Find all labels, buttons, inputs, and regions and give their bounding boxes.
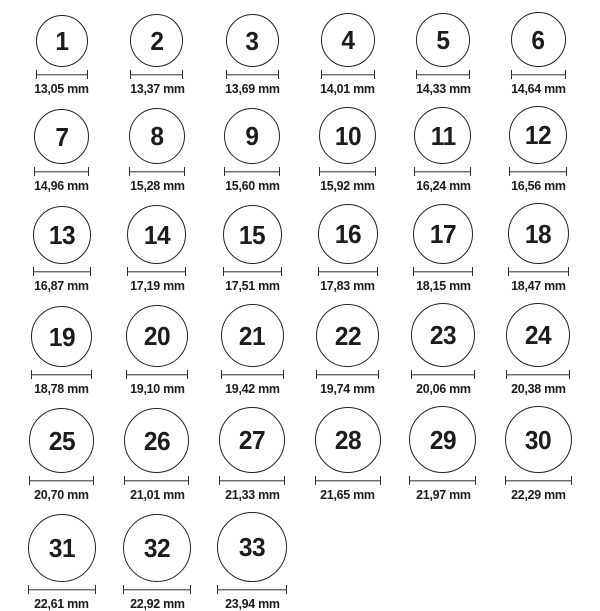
ring-size-item: [129, 108, 186, 193]
ring-size-number: 11: [430, 120, 456, 151]
diameter-label: 15,92 mm: [320, 178, 375, 193]
ring-size-item: [124, 408, 189, 502]
ring-size-item: [506, 303, 570, 396]
diameter-dimension-line: [221, 370, 284, 379]
ring-size-number: 3: [245, 25, 259, 56]
ring-circle: [505, 406, 572, 473]
ring-size-item: [33, 206, 91, 293]
diameter-label: 21,33 mm: [225, 487, 280, 502]
diameter-label: 15,28 mm: [129, 178, 185, 193]
diameter-label: 19,74 mm: [320, 381, 375, 396]
diameter-dimension-line: [413, 267, 473, 276]
diameter-label: 17,19 mm: [129, 278, 185, 293]
diameter-label: 14,64 mm: [511, 81, 566, 96]
ring-size-number: 18: [525, 218, 552, 249]
ring-circle: [409, 406, 476, 473]
diameter-label: 15,60 mm: [225, 178, 280, 193]
diameter-label: 13,05 mm: [34, 81, 89, 96]
ring-circle: [130, 14, 183, 67]
diameter-label: 14,96 mm: [34, 178, 89, 193]
ring-size-number: 32: [143, 533, 171, 563]
diameter-label: 14,33 mm: [415, 81, 471, 96]
diameter-dimension-line: [321, 70, 375, 79]
ring-circle: [221, 304, 284, 367]
ring-size-item: [28, 514, 96, 611]
diameter-dimension-line: [505, 476, 572, 485]
ring-circle: [223, 205, 282, 264]
ring-size-number: 30: [525, 424, 552, 455]
ring-size-item: [411, 303, 475, 396]
ring-size-grid: [14, 12, 586, 611]
ring-size-number: 6: [531, 24, 545, 55]
ring-size-item: [33, 15, 90, 96]
ring-size-item: [319, 13, 376, 96]
ring-circle: [124, 408, 189, 473]
ring-size-item: [409, 406, 476, 502]
ring-size-item: [415, 13, 472, 96]
ring-size-item: [126, 305, 188, 396]
ring-size-number: 16: [334, 219, 361, 249]
ring-size-number: 7: [55, 121, 69, 152]
diameter-dimension-line: [511, 70, 566, 79]
ring-size-item: [509, 106, 567, 193]
diameter-label: 22,92 mm: [129, 596, 185, 611]
diameter-label: 16,24 mm: [415, 178, 471, 193]
ring-size-number: 12: [525, 120, 552, 150]
diameter-label: 16,56 mm: [511, 178, 566, 193]
diameter-dimension-line: [318, 267, 378, 276]
ring-size-number: 31: [48, 533, 75, 563]
ring-circle: [509, 106, 567, 164]
ring-circle: [321, 13, 375, 67]
ring-circle: [28, 514, 96, 582]
diameter-label: 13,69 mm: [225, 81, 280, 96]
ring-circle: [126, 305, 188, 367]
diameter-dimension-line: [416, 70, 470, 79]
ring-circle: [127, 205, 186, 264]
ring-circle: [123, 514, 191, 582]
ring-size-number: 15: [239, 219, 266, 250]
ring-size-number: 8: [150, 121, 164, 151]
ring-circle: [29, 408, 94, 473]
ring-size-item: [413, 204, 473, 293]
ring-size-number: 26: [143, 425, 171, 456]
diameter-dimension-line: [29, 476, 94, 485]
diameter-dimension-line: [34, 167, 89, 176]
ring-size-number: 21: [239, 320, 266, 351]
ring-circle: [217, 512, 287, 582]
diameter-label: 22,29 mm: [511, 487, 566, 502]
ring-circle: [33, 206, 91, 264]
ring-size-number: 1: [55, 26, 69, 56]
diameter-label: 14,01 mm: [320, 81, 375, 96]
ring-size-number: 13: [48, 220, 75, 250]
diameter-dimension-line: [319, 167, 376, 176]
diameter-label: 16,87 mm: [34, 278, 89, 293]
ring-circle: [506, 303, 570, 367]
ring-size-item: [319, 107, 376, 193]
diameter-dimension-line: [130, 70, 183, 79]
ring-size-item: [127, 205, 186, 293]
ring-circle: [511, 12, 566, 67]
ring-circle: [318, 204, 378, 264]
ring-size-item: [414, 107, 471, 193]
ring-size-item: [29, 408, 94, 502]
ring-size-item: [508, 203, 569, 293]
ring-size-item: [123, 514, 191, 611]
diameter-dimension-line: [123, 585, 191, 594]
ring-circle: [226, 14, 279, 67]
ring-size-item: [217, 512, 287, 611]
diameter-dimension-line: [33, 267, 91, 276]
diameter-label: 18,15 mm: [415, 278, 471, 293]
ring-circle: [508, 203, 569, 264]
ring-size-item: [224, 14, 281, 96]
ring-size-item: [219, 407, 285, 502]
ring-size-number: 28: [334, 425, 361, 455]
ring-size-item: [316, 304, 379, 396]
diameter-dimension-line: [509, 167, 567, 176]
diameter-label: 21,65 mm: [320, 487, 375, 502]
diameter-dimension-line: [224, 167, 280, 176]
diameter-dimension-line: [316, 370, 379, 379]
ring-circle: [414, 107, 471, 164]
ring-size-number: 2: [150, 25, 164, 56]
diameter-label: 20,38 mm: [511, 381, 566, 396]
diameter-label: 21,97 mm: [415, 487, 471, 502]
diameter-dimension-line: [315, 476, 381, 485]
diameter-label: 21,01 mm: [129, 487, 185, 502]
diameter-dimension-line: [31, 370, 92, 379]
ring-size-item: [505, 406, 572, 502]
diameter-label: 19,10 mm: [129, 381, 185, 396]
ring-size-number: 29: [429, 424, 457, 455]
diameter-label: 18,47 mm: [511, 278, 566, 293]
ring-size-number: 27: [239, 425, 266, 455]
ring-circle: [416, 13, 470, 67]
diameter-dimension-line: [508, 267, 569, 276]
diameter-dimension-line: [409, 476, 476, 485]
ring-circle: [411, 303, 475, 367]
ring-size-number: 17: [429, 219, 457, 249]
diameter-label: 17,83 mm: [320, 278, 375, 293]
ring-size-item: [318, 204, 378, 293]
diameter-dimension-line: [226, 70, 279, 79]
diameter-label: 20,70 mm: [34, 487, 89, 502]
diameter-dimension-line: [411, 370, 475, 379]
ring-size-item: [224, 108, 281, 193]
diameter-dimension-line: [124, 476, 189, 485]
diameter-label: 17,51 mm: [225, 278, 280, 293]
ring-size-number: 23: [429, 320, 457, 350]
ring-size-item: [221, 304, 284, 396]
ring-size-number: 33: [239, 532, 266, 562]
diameter-label: 13,37 mm: [129, 81, 185, 96]
ring-circle: [316, 304, 379, 367]
ring-circle: [315, 407, 381, 473]
ring-size-number: 25: [48, 425, 75, 456]
diameter-dimension-line: [217, 585, 287, 594]
diameter-label: 23,94 mm: [225, 596, 280, 611]
diameter-label: 18,78 mm: [34, 381, 89, 396]
ring-circle: [34, 109, 89, 164]
diameter-dimension-line: [219, 476, 285, 485]
ring-circle: [129, 108, 185, 164]
diameter-dimension-line: [414, 167, 471, 176]
ring-circle: [224, 108, 280, 164]
diameter-label: 20,06 mm: [415, 381, 471, 396]
diameter-label: 22,61 mm: [34, 596, 89, 611]
ring-size-item: [223, 205, 282, 293]
ring-size-number: 24: [525, 320, 552, 350]
ring-circle: [319, 107, 376, 164]
diameter-dimension-line: [223, 267, 282, 276]
ring-circle: [413, 204, 473, 264]
diameter-dimension-line: [36, 70, 88, 79]
ring-size-item: [31, 306, 92, 396]
diameter-dimension-line: [127, 267, 186, 276]
ring-circle: [219, 407, 285, 473]
ring-size-number: 22: [334, 320, 361, 351]
diameter-dimension-line: [126, 370, 188, 379]
ring-size-number: 10: [334, 120, 361, 151]
ring-size-item: [33, 109, 90, 193]
ring-size-item: [129, 14, 186, 96]
diameter-dimension-line: [129, 167, 185, 176]
ring-size-number: 4: [341, 25, 355, 55]
ring-size-item: [510, 12, 567, 96]
diameter-dimension-line: [28, 585, 96, 594]
ring-circle: [36, 15, 88, 67]
ring-size-item: [315, 407, 381, 502]
diameter-dimension-line: [506, 370, 570, 379]
ring-size-number: 20: [143, 321, 171, 351]
diameter-label: 19,42 mm: [225, 381, 280, 396]
ring-size-number: 9: [245, 121, 259, 151]
ring-size-number: 14: [143, 219, 171, 250]
ring-circle: [31, 306, 92, 367]
ring-size-number: 19: [48, 321, 75, 352]
ring-size-number: 5: [436, 25, 450, 55]
